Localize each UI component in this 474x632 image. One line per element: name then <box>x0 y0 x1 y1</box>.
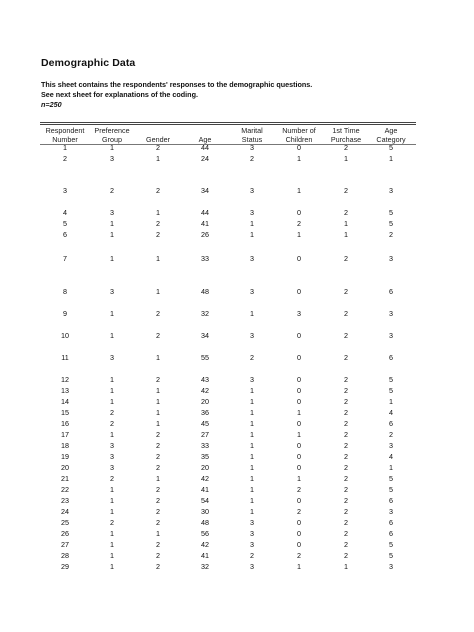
column-header <box>361 126 421 144</box>
table-cell: 2 <box>156 562 160 571</box>
table-cell: 3 <box>110 208 114 217</box>
table-cell: 54 <box>201 496 209 505</box>
table-cell: 2 <box>344 507 348 516</box>
table-cell: 5 <box>389 386 393 395</box>
table-cell: 2 <box>156 463 160 472</box>
table-cell: 1 <box>250 386 254 395</box>
table-cell: 1 <box>110 386 114 395</box>
table-cell: 0 <box>297 529 301 538</box>
table-cell: 6 <box>389 518 393 527</box>
table-cell: 2 <box>156 551 160 560</box>
table-cell: 1 <box>110 562 114 571</box>
table-cell: 3 <box>389 254 393 263</box>
table-cell: 26 <box>201 230 209 239</box>
table-cell: 3 <box>110 287 114 296</box>
table-cell: 32 <box>201 562 209 571</box>
table-cell: 29 <box>61 562 69 571</box>
table-cell: 2 <box>344 540 348 549</box>
table-cell: 1 <box>250 419 254 428</box>
table-cell: 1 <box>344 154 348 163</box>
table-cell: 20 <box>201 397 209 406</box>
table-cell: 2 <box>156 219 160 228</box>
table-cell: 3 <box>389 331 393 340</box>
table-cell: 0 <box>297 463 301 472</box>
column-header-line1: Preference <box>94 126 130 135</box>
table-cell: 2 <box>344 397 348 406</box>
table-cell: 0 <box>297 441 301 450</box>
table-cell: 0 <box>297 386 301 395</box>
intro-line-2: See next sheet for explanations of the coding. <box>41 90 198 99</box>
table-cell: 2 <box>344 408 348 417</box>
table-cell: 2 <box>344 551 348 560</box>
table-cell: 1 <box>156 353 160 362</box>
table-cell: 4 <box>389 452 393 461</box>
table-cell: 2 <box>344 375 348 384</box>
table-cell: 48 <box>201 518 209 527</box>
table-cell: 0 <box>297 518 301 527</box>
table-cell: 4 <box>63 208 67 217</box>
column-header-line2: Purchase <box>330 135 362 144</box>
table-cell: 1 <box>110 230 114 239</box>
table-cell: 2 <box>156 331 160 340</box>
column-header-line2: Category <box>376 135 406 144</box>
table-cell: 1 <box>344 230 348 239</box>
table-cell: 2 <box>297 551 301 560</box>
table-cell: 26 <box>61 529 69 538</box>
table-cell: 27 <box>61 540 69 549</box>
table-cell: 1 <box>297 408 301 417</box>
table-cell: 0 <box>297 397 301 406</box>
column-header-line2: Status <box>241 135 263 144</box>
table-cell: 3 <box>250 518 254 527</box>
table-cell: 1 <box>250 485 254 494</box>
table-cell: 2 <box>344 353 348 362</box>
table-cell: 1 <box>110 540 114 549</box>
table-cell: 32 <box>201 309 209 318</box>
table-cell: 2 <box>344 331 348 340</box>
table-cell: 3 <box>250 186 254 195</box>
table-cell: 0 <box>297 540 301 549</box>
table-cell: 1 <box>110 143 114 152</box>
intro-text <box>41 80 312 110</box>
table-cell: 41 <box>201 485 209 494</box>
table-cell: 3 <box>389 186 393 195</box>
table-cell: 2 <box>344 441 348 450</box>
column-header-line2: Group <box>102 135 122 144</box>
table-cell: 1 <box>63 143 67 152</box>
table-cell: 11 <box>61 353 69 362</box>
table-cell: 1 <box>389 463 393 472</box>
table-cell: 1 <box>297 186 301 195</box>
table-cell: 1 <box>110 254 114 263</box>
table-cell: 5 <box>389 143 393 152</box>
table-cell: 2 <box>389 230 393 239</box>
table-cell: 1 <box>389 397 393 406</box>
table-cell: 24 <box>61 507 69 516</box>
table-cell: 41 <box>201 219 209 228</box>
table-cell: 9 <box>63 309 67 318</box>
table-cell: 2 <box>344 143 348 152</box>
table-cell: 1 <box>297 154 301 163</box>
table-cell: 30 <box>201 507 209 516</box>
table-cell: 1 <box>156 419 160 428</box>
table-cell: 1 <box>250 496 254 505</box>
table-cell: 20 <box>61 463 69 472</box>
table-cell: 12 <box>61 375 69 384</box>
table-cell: 5 <box>389 208 393 217</box>
table-cell: 6 <box>389 529 393 538</box>
table-cell: 3 <box>389 309 393 318</box>
table-cell: 2 <box>297 485 301 494</box>
table-cell: 2 <box>110 419 114 428</box>
table-cell: 2 <box>110 518 114 527</box>
table-cell: 1 <box>110 430 114 439</box>
table-cell: 3 <box>250 375 254 384</box>
sample-size: n=250 <box>41 100 62 109</box>
table-cell: 3 <box>297 309 301 318</box>
table-cell: 2 <box>297 219 301 228</box>
table-cell: 1 <box>110 331 114 340</box>
table-cell: 2 <box>156 441 160 450</box>
table-cell: 1 <box>297 562 301 571</box>
table-cell: 2 <box>250 353 254 362</box>
table-cell: 2 <box>344 496 348 505</box>
table-cell: 34 <box>201 331 209 340</box>
table-cell: 1 <box>156 287 160 296</box>
table-cell: 0 <box>297 254 301 263</box>
table-cell: 2 <box>156 143 160 152</box>
table-cell: 10 <box>61 331 69 340</box>
table-cell: 13 <box>61 386 69 395</box>
table-cell: 2 <box>297 507 301 516</box>
table-cell: 2 <box>156 309 160 318</box>
table-cell: 2 <box>156 230 160 239</box>
table-top-rule <box>40 122 416 123</box>
column-header-line2: Number <box>52 135 78 144</box>
table-cell: 44 <box>201 208 209 217</box>
table-cell: 8 <box>63 287 67 296</box>
table-cell: 5 <box>389 485 393 494</box>
table-cell: 2 <box>344 529 348 538</box>
table-cell: 45 <box>201 419 209 428</box>
table-cell: 33 <box>201 254 209 263</box>
table-cell: 2 <box>156 452 160 461</box>
table-cell: 2 <box>156 430 160 439</box>
table-cell: 6 <box>389 419 393 428</box>
table-cell: 20 <box>201 463 209 472</box>
table-cell: 0 <box>297 419 301 428</box>
table-cell: 42 <box>201 386 209 395</box>
table-cell: 1 <box>156 397 160 406</box>
table-cell: 27 <box>201 430 209 439</box>
table-cell: 1 <box>156 474 160 483</box>
table-cell: 2 <box>110 408 114 417</box>
table-cell: 55 <box>201 353 209 362</box>
table-cell: 1 <box>110 485 114 494</box>
table-cell: 15 <box>61 408 69 417</box>
table-cell: 2 <box>250 551 254 560</box>
table-cell: 0 <box>297 331 301 340</box>
table-cell: 5 <box>389 551 393 560</box>
table-cell: 19 <box>61 452 69 461</box>
table-cell: 1 <box>110 551 114 560</box>
table-cell: 36 <box>201 408 209 417</box>
column-header-line1: Respondent <box>45 126 85 135</box>
table-cell: 2 <box>110 186 114 195</box>
table-cell: 1 <box>250 441 254 450</box>
table-cell: 17 <box>61 430 69 439</box>
table-cell: 2 <box>63 154 67 163</box>
table-cell: 3 <box>250 529 254 538</box>
table-cell: 3 <box>63 186 67 195</box>
table-cell: 3 <box>110 353 114 362</box>
table-cell: 2 <box>344 287 348 296</box>
table-cell: 0 <box>297 143 301 152</box>
table-cell: 1 <box>250 507 254 516</box>
table-cell: 2 <box>156 186 160 195</box>
table-cell: 1 <box>250 219 254 228</box>
table-cell: 1 <box>156 254 160 263</box>
table-cell: 14 <box>61 397 69 406</box>
column-header-line2: Age <box>198 135 212 144</box>
table-cell: 1 <box>250 309 254 318</box>
table-cell: 3 <box>250 287 254 296</box>
table-cell: 2 <box>344 430 348 439</box>
table-cell: 1 <box>110 219 114 228</box>
table-cell: 1 <box>110 397 114 406</box>
table-cell: 2 <box>389 430 393 439</box>
column-header-line1: Number of <box>282 126 316 135</box>
table-cell: 2 <box>156 518 160 527</box>
table-cell: 34 <box>201 186 209 195</box>
table-cell: 1 <box>110 496 114 505</box>
table-cell: 5 <box>63 219 67 228</box>
table-cell: 2 <box>344 386 348 395</box>
table-cell: 3 <box>389 507 393 516</box>
table-cell: 43 <box>201 375 209 384</box>
column-header-line2: Children <box>285 135 313 144</box>
table-cell: 3 <box>389 441 393 450</box>
table-cell: 42 <box>201 474 209 483</box>
table-cell: 0 <box>297 496 301 505</box>
table-cell: 22 <box>61 485 69 494</box>
table-cell: 5 <box>389 474 393 483</box>
table-cell: 3 <box>110 441 114 450</box>
table-cell: 3 <box>389 562 393 571</box>
table-cell: 5 <box>389 375 393 384</box>
table-cell: 4 <box>389 408 393 417</box>
table-cell: 2 <box>344 463 348 472</box>
table-cell: 25 <box>61 518 69 527</box>
table-cell: 24 <box>201 154 209 163</box>
table-cell: 28 <box>61 551 69 560</box>
table-cell: 1 <box>250 408 254 417</box>
table-cell: 6 <box>63 230 67 239</box>
table-cell: 3 <box>110 463 114 472</box>
table-cell: 5 <box>389 540 393 549</box>
table-cell: 56 <box>201 529 209 538</box>
table-cell: 2 <box>344 208 348 217</box>
table-cell: 2 <box>344 254 348 263</box>
table-cell: 1 <box>389 154 393 163</box>
table-cell: 44 <box>201 143 209 152</box>
table-cell: 1 <box>110 529 114 538</box>
table-cell: 3 <box>250 331 254 340</box>
table-cell: 35 <box>201 452 209 461</box>
table-cell: 6 <box>389 496 393 505</box>
table-cell: 2 <box>156 485 160 494</box>
table-cell: 18 <box>61 441 69 450</box>
table-cell: 0 <box>297 287 301 296</box>
table-cell: 2 <box>344 518 348 527</box>
intro-line-1: This sheet contains the respondents' responses to the demographic questions. <box>41 80 313 89</box>
page-title: Demographic Data <box>41 57 136 69</box>
table-cell: 1 <box>110 375 114 384</box>
table-cell: 2 <box>344 186 348 195</box>
table-cell: 2 <box>344 485 348 494</box>
table-cell: 2 <box>156 375 160 384</box>
table-cell: 3 <box>250 254 254 263</box>
table-cell: 1 <box>344 219 348 228</box>
table-cell: 1 <box>250 474 254 483</box>
table-cell: 1 <box>250 463 254 472</box>
column-header-line1: Marital <box>241 126 263 135</box>
table-cell: 7 <box>63 254 67 263</box>
table-cell: 3 <box>110 154 114 163</box>
table-cell: 1 <box>297 474 301 483</box>
table-cell: 1 <box>344 562 348 571</box>
table-cell: 1 <box>250 430 254 439</box>
table-cell: 2 <box>344 452 348 461</box>
table-cell: 33 <box>201 441 209 450</box>
table-cell: 0 <box>297 353 301 362</box>
column-header-line1: Age <box>384 126 398 135</box>
table-cell: 6 <box>389 353 393 362</box>
table-cell: 1 <box>110 309 114 318</box>
table-cell: 1 <box>156 386 160 395</box>
table-cell: 1 <box>110 507 114 516</box>
table-cell: 1 <box>297 230 301 239</box>
table-cell: 1 <box>156 408 160 417</box>
table-cell: 0 <box>297 452 301 461</box>
table-cell: 1 <box>297 430 301 439</box>
column-header-line2: Gender <box>146 135 170 144</box>
table-cell: 3 <box>250 143 254 152</box>
table-cell: 3 <box>110 452 114 461</box>
table-cell: 0 <box>297 375 301 384</box>
table-cell: 1 <box>156 154 160 163</box>
table-cell: 23 <box>61 496 69 505</box>
table-cell: 3 <box>250 208 254 217</box>
table-cell: 1 <box>250 397 254 406</box>
table-cell: 1 <box>250 230 254 239</box>
table-cell: 2 <box>156 507 160 516</box>
table-cell: 2 <box>110 474 114 483</box>
table-cell: 5 <box>389 219 393 228</box>
table-cell: 2 <box>156 540 160 549</box>
table-cell: 16 <box>61 419 69 428</box>
table-cell: 2 <box>250 154 254 163</box>
table-cell: 3 <box>250 562 254 571</box>
table-cell: 2 <box>344 419 348 428</box>
table-cell: 3 <box>250 540 254 549</box>
table-cell: 42 <box>201 540 209 549</box>
table-cell: 1 <box>156 208 160 217</box>
table-cell: 2 <box>344 309 348 318</box>
table-cell: 1 <box>156 529 160 538</box>
table-cell: 48 <box>201 287 209 296</box>
column-header-line1: 1st Time <box>332 126 360 135</box>
table-cell: 0 <box>297 208 301 217</box>
table-cell: 41 <box>201 551 209 560</box>
table-cell: 6 <box>389 287 393 296</box>
table-cell: 2 <box>156 496 160 505</box>
table-cell: 21 <box>61 474 69 483</box>
table-cell: 2 <box>344 474 348 483</box>
table-cell: 1 <box>250 452 254 461</box>
table-top-rule-2 <box>40 124 416 125</box>
